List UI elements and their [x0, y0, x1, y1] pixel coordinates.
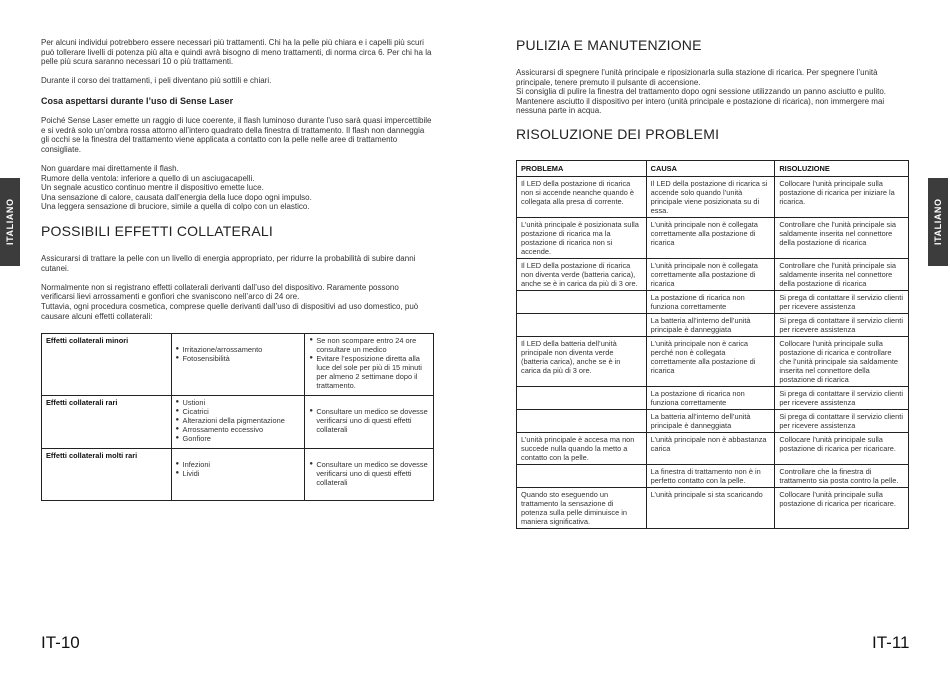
cause-cell: L’unità principale non è collegata correttamente alla postazione di ricarica [646, 259, 775, 291]
category-cell: Effetti collaterali molti rari [42, 449, 172, 501]
solution-cell: Controllare che la finestra di trattamento sia posta contro la pelle. [775, 465, 909, 488]
table-row [517, 314, 909, 337]
side-effects-paragraph: Tuttavia, ogni procedura cosmetica, comprese quelle derivanti dall’uso di dispositivi ad uso domestico, può causare alcuni effetti collaterali: [41, 301, 419, 321]
language-tab: ITALIANO [0, 178, 20, 266]
effects-cell [171, 396, 305, 449]
section-title: PULIZIA E MANUTENZIONE [516, 37, 702, 53]
cleaning-paragraph: Si consiglia di pulire la finestra del trattamento dopo ogni sessione utilizzando un panno asciutto e pulito. [516, 87, 887, 97]
advice-cell [305, 449, 434, 501]
effect-item: ● Alterazioni della pigmentazione [176, 416, 301, 425]
expect-line: Rumore della ventola: inferiore a quello di un asciugacapelli. [41, 173, 255, 183]
table-row [517, 488, 909, 529]
advice-cell [305, 334, 434, 396]
table-row [517, 387, 909, 410]
table-row [517, 218, 909, 259]
expect-line: Una leggera sensazione di bruciore, simile a quella di colpo con un elastico. [41, 202, 310, 212]
problem-cell [517, 387, 647, 410]
intro-paragraph: Durante il corso dei trattamenti, i peli diventano più sottili e chiari. [41, 76, 272, 86]
solution-cell: Collocare l’unità principale sulla postazione di ricarica per ricaricare. [775, 433, 909, 465]
effect-item: ● Cicatrici [176, 407, 301, 416]
language-tab: ITALIANO [928, 178, 948, 266]
expect-paragraph: Poiché Sense Laser emette un raggio di luce coerente, il flash luminoso durante l’uso sarà quasi impercettibile e si vedrà solo un’ombra rossa attorno all’intero quadrato della finestra di trattamento. Il flash non danneggia gli occhi se la finestra del trattamento viene applicata a contatto con la pelle nelle aree di trattamento consigliate. [41, 116, 432, 154]
effect-item: ● Arrossamento eccessivo [176, 425, 301, 434]
side-effects-table [41, 333, 434, 501]
problem-cell [517, 314, 647, 337]
effect-item: ● Fotosensibilità [176, 354, 301, 363]
cleaning-paragraph: Mantenere asciutto il dispositivo per intero (unità principale e postazione di ricarica), non immergere mai nessuna parte in acqua. [516, 96, 885, 116]
advice-item: ● Consultare un medico se dovesse verificarsi uno di questi effetti collaterali [309, 460, 429, 487]
troubleshooting-table [516, 160, 909, 529]
table-row [42, 334, 434, 396]
table-row [517, 433, 909, 465]
cause-cell: La postazione di ricarica non funziona correttamente [646, 291, 775, 314]
solution-cell: Si prega di contattare il servizio clienti per ricevere assistenza [775, 314, 909, 337]
cleaning-paragraph: Assicurarsi di spegnere l’unità principale e riposizionarla sulla stazione di ricarica. Per spegnere l’unità principale, tenere premuto il pulsante di accensione. [516, 68, 878, 87]
side-effects-paragraph: Normalmente non si registrano effetti collaterali derivanti dall’uso del dispositivo. Raramente possono verificarsi lievi arrossamenti e gonfiori che svaniscono nell’arco di 24 ore. [41, 282, 399, 302]
expect-line: Non guardare mai direttamente il flash. [41, 163, 179, 173]
problem-cell: Quando sto eseguendo un trattamento la sensazione di potenza sulla pelle diminuisce in maniera significativa. [517, 488, 647, 529]
solution-cell: Si prega di contattare il servizio clienti per ricevere assistenza [775, 387, 909, 410]
table-row [517, 410, 909, 433]
effect-item: ● Infezioni [176, 460, 301, 469]
effect-item: ● Irritazione/arrossamento [176, 345, 301, 354]
effect-item: ● Lividi [176, 469, 301, 478]
expect-text [41, 116, 433, 212]
effects-cell [171, 449, 305, 501]
category-cell: Effetti collaterali minori [42, 334, 172, 396]
problem-cell [517, 410, 647, 433]
column-header: RISOLUZIONE [775, 161, 909, 177]
problem-cell: L’unità principale è accesa ma non succede nulla quando la metto a contatto con la pelle. [517, 433, 647, 465]
table-row [517, 291, 909, 314]
advice-item: ● Consultare un medico se dovesse verificarsi uno di questi effetti collaterali [309, 407, 429, 434]
solution-cell: Controllare che l’unità principale sia saldamente inserita nel connettore della postazione di ricarica [775, 218, 909, 259]
advice-item: ● Se non scompare entro 24 ore consultare un medico [309, 336, 429, 354]
solution-cell: Collocare l’unità principale sulla postazione di ricarica e controllare che l’unità principale sia saldamente inserita nel connettore della postazione di ricarica [775, 337, 909, 387]
cause-cell: L’unità principale non è abbastanza carica [646, 433, 775, 465]
effect-item: ● Ustioni [176, 398, 301, 407]
right-page [475, 0, 950, 673]
table-row [517, 259, 909, 291]
solution-cell: Collocare l’unità principale sulla postazione di ricarica per iniziare la ricarica. [775, 177, 909, 218]
advice-item: ● Evitare l’esposizione diretta alla luce del sole per più di 15 minuti per almeno 2 settimane dopo il trattamento. [309, 354, 429, 390]
cause-cell: L’unità principale non è carica perché non è collegata correttamente alla postazione di ricarica [646, 337, 775, 387]
cause-cell: L’unità principale non è collegata correttamente alla postazione di ricarica [646, 218, 775, 259]
cleaning-text [516, 68, 908, 116]
table-row [517, 177, 909, 218]
intro-text [41, 38, 433, 86]
expect-line: Una sensazione di calore, causata dall’energia della luce dopo ogni impulso. [41, 192, 312, 202]
category-cell: Effetti collaterali rari [42, 396, 172, 449]
column-header: CAUSA [646, 161, 775, 177]
cause-cell: L’unità principale si sta scaricando [646, 488, 775, 529]
cause-cell: La postazione di ricarica non funziona correttamente [646, 387, 775, 410]
page-number: IT-10 [41, 633, 80, 652]
effect-item: ● Gonfiore [176, 434, 301, 443]
advice-cell [305, 396, 434, 449]
problem-cell: Il LED della postazione di ricarica non diventa verde (batteria carica), anche se è in carica da più di 3 ore. [517, 259, 647, 291]
solution-cell: Si prega di contattare il servizio clienti per ricevere assistenza [775, 410, 909, 433]
problem-cell: Il LED della postazione di ricarica non si accende neanche quando è collegata alla presa di corrente. [517, 177, 647, 218]
cause-cell: Il LED della postazione di ricarica si accende solo quando l’unità principale viene posizionata su di essa. [646, 177, 775, 218]
solution-cell: Collocare l’unità principale sulla postazione di ricarica per ricaricare. [775, 488, 909, 529]
solution-cell: Si prega di contattare il servizio clienti per ricevere assistenza [775, 291, 909, 314]
side-effects-paragraph: Assicurarsi di trattare la pelle con un livello di energia appropriato, per ridurre la probabilità di subire danni cutanei. [41, 254, 416, 273]
page-number: IT-11 [872, 633, 910, 652]
intro-paragraph: Per alcuni individui potrebbero essere necessari più trattamenti. Chi ha la pelle più chiara e i capelli più scuri può tollerare livelli di potenza più alta e quindi avrà bisogno di meno trattamenti, di norma circa 6. Per chi ha la pelle più scura saranno necessari 10 o più trattamenti. [41, 38, 432, 67]
problem-cell [517, 465, 647, 488]
problem-cell: L’unità principale è posizionata sulla postazione di ricarica ma la postazione di ricarica non si accende. [517, 218, 647, 259]
side-effects-text [41, 254, 433, 321]
problem-cell: Il LED della batteria dell’unità principale non diventa verde (batteria carica), anche se è in carica da più di 3 ore. [517, 337, 647, 387]
cause-cell: La finestra di trattamento non è in perfetto contatto con la pelle. [646, 465, 775, 488]
section-title: RISOLUZIONE DEI PROBLEMI [516, 126, 720, 142]
column-header: PROBLEMA [517, 161, 647, 177]
solution-cell: Controllare che l’unità principale sia saldamente inserita nel connettore della postazione di ricarica [775, 259, 909, 291]
section-title: POSSIBILI EFFETTI COLLATERALI [41, 223, 273, 239]
expect-subheading: Cosa aspettarsi durante l’uso di Sense Laser [41, 96, 234, 106]
table-row [517, 465, 909, 488]
table-row [42, 449, 434, 501]
table-header-row [517, 161, 909, 177]
cause-cell: La batteria all’interno dell’unità principale è danneggiata [646, 410, 775, 433]
table-row [42, 396, 434, 449]
expect-line: Un segnale acustico continuo mentre il dispositivo emette luce. [41, 183, 264, 193]
effects-cell [171, 334, 305, 396]
problem-cell [517, 291, 647, 314]
table-row [517, 337, 909, 387]
cause-cell: La batteria all’interno dell’unità principale è danneggiata [646, 314, 775, 337]
